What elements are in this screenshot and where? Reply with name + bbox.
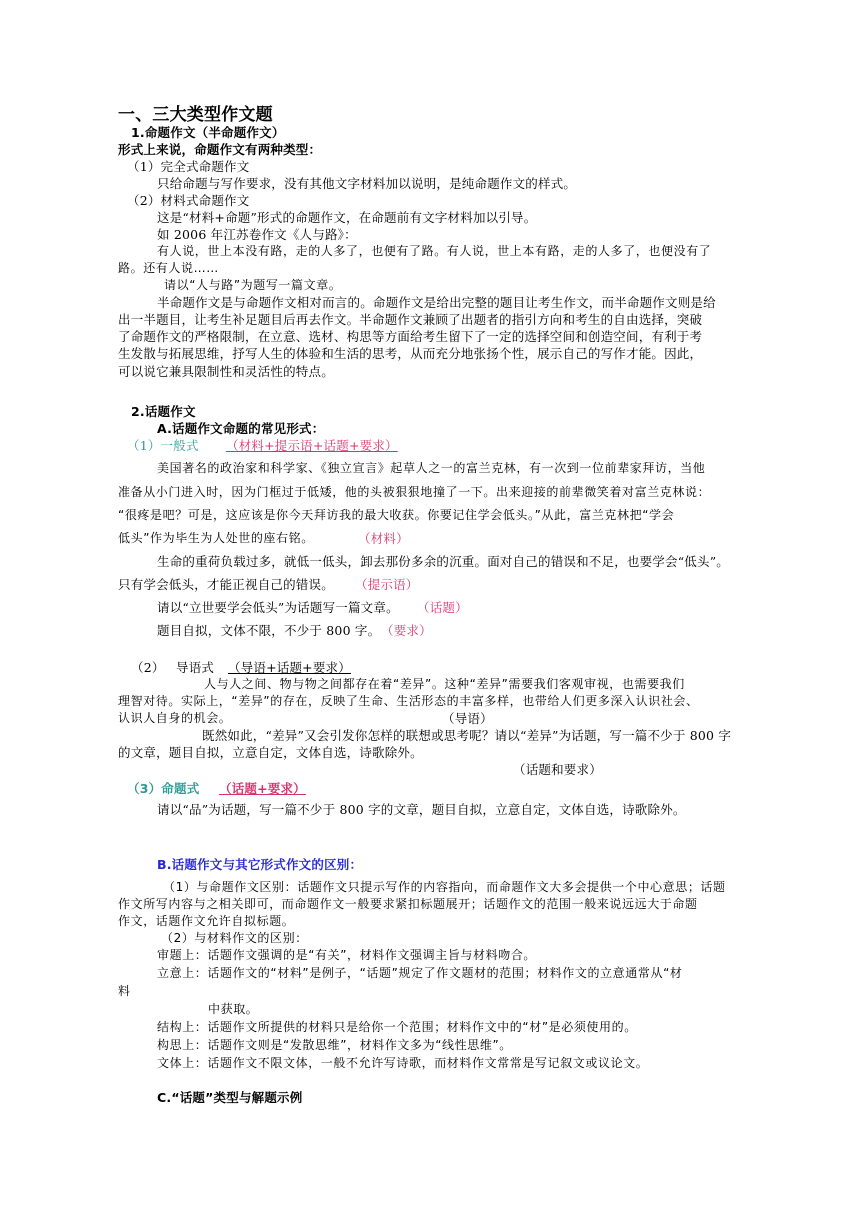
form1-para-line-1: 美国著名的政治家和科学家、《独立宣言》起草人之一的富兰克林，有一次到一位前辈家拜访，当他 [157, 461, 706, 475]
b2-label: （2）与材料作文的区别： [161, 931, 308, 945]
form3-label: （3）命题式 [127, 781, 200, 796]
section1-intro: 形式上来说，命题作文有两种类型： [118, 142, 322, 157]
subsection-a-heading: A.话题作文命题的常见形式： [157, 421, 325, 436]
form1-para-line-3: “很疼是吧？可是，这应该是你今天拜访我的最大收获。你要记住学会低头。”从此，富兰克林把“学会 [118, 508, 675, 522]
tag-hint: （提示语） [355, 577, 419, 592]
form3-formula: （话题+要求） [219, 781, 306, 796]
subsection-c-heading: C.“话题”类型与解题示例 [157, 1090, 303, 1105]
b2-row-intent-line-2: 料 [118, 984, 131, 998]
type1-label: （1）完全式命题作文 [127, 159, 250, 174]
tag-requirement: （要求） [381, 623, 432, 638]
form2-para-line-2: 理智对待。实际上，“差异”的存在，反映了生命、生活形态的丰富多样，也带给人们更多深入认识社会、 [118, 694, 699, 708]
type2-label: （2）材料式命题作文 [127, 193, 250, 208]
type2-desc: 这是“材料+命题”形式的命题作文，在命题前有文字材料加以引导。 [157, 210, 537, 225]
form3-para: 请以“品”为话题，写一篇不少于 800 字的文章，题目自拟，立意自定，文体自选，诗歌除外。 [157, 802, 686, 817]
section2-heading: 2.话题作文 [131, 404, 196, 419]
b2-row-concept: 构思上：话题作文则是“发散思维”，材料作文多为“线性思维”。 [157, 1038, 512, 1052]
tag-topic: （话题） [417, 600, 468, 615]
b2-row-review: 审题上：话题作文强调的是“有关”，材料作文强调主旨与材料吻合。 [157, 948, 537, 962]
form1-para-line-4: 低头”作为毕生为人处世的座右铭。 [118, 531, 314, 545]
form1-para-line-8: 题目自拟，文体不限，不少于 800 字。 [157, 623, 381, 638]
form1-formula: （材料+提示语+话题+要求） [226, 438, 398, 453]
b2-row-style: 文体上：话题作文不限文体，一般不允许写诗歌，而材料作文常常是写记叙文或议论文。 [157, 1056, 649, 1070]
section1-heading: 1.命题作文（半命题作文） [131, 125, 285, 140]
example-intro: 如 2006 年江苏卷作文《人与路》： [157, 227, 357, 242]
semi-para-line-2: 出一半题目，让考生补足题目后再去作文。半命题作文兼顾了出题者的指引方向和考生的自由选择，突破 [118, 312, 703, 327]
form1-para-line-5: 生命的重荷负载过多，就低一低头，卸去那份多余的沉重。面对自己的错误和不足，也要学会“低头”。 [157, 554, 729, 569]
b1-line-1: （1）与命题作文区别：话题作文只提示写作的内容指向，而命题作文大多会提供一个中心意思；话题 [163, 880, 726, 894]
form2-para-line-3: 认识人自身的机会。 [118, 711, 232, 725]
form2-number: （2） [131, 660, 165, 675]
page-title: 一、三大类型作文题 [118, 105, 273, 125]
form1-label: （1）一般式 [127, 438, 199, 453]
form2-para-line-4: 既然如此，“差异”又会引发你怎样的联想或思考呢？请以“差异”为话题，写一篇不少于 800 字 [202, 728, 732, 743]
example-task: 请以“人与路”为题写一篇文章。 [164, 278, 342, 292]
form1-para-line-7: 请以“立世要学会低头”为话题写一篇文章。 [157, 600, 399, 615]
form1-para-line-2: 准备从小门进入时，因为门框过于低矮，他的头被狠狠地撞了一下。出来迎接的前辈微笑着对富兰克林说： [118, 485, 711, 499]
form2-para-line-1: 人与人之间、物与物之间都存在着“差异”。这种“差异”需要我们客观审视，也需要我们 [204, 677, 685, 691]
b2-row-intent-line-1: 立意上：话题作文的“材料”是例子，“话题”规定了作文题材的范围；材料作文的立意通常从“材 [157, 966, 683, 980]
form2-tag-intro: （导语） [442, 711, 493, 726]
type1-desc: 只给命题与写作要求，没有其他文字材料加以说明，是纯命题作文的样式。 [157, 176, 577, 191]
tag-material: （材料） [358, 531, 409, 546]
semi-para-line-5: 可以说它兼具限制性和灵活性的特点。 [118, 364, 334, 379]
subsection-b-heading: B.话题作文与其它形式作文的区别： [157, 857, 363, 872]
b1-line-3: 作文，话题作文允许自拟标题。 [118, 914, 295, 928]
semi-para-line-3: 了命题作文的严格限制，在立意、选材、构思等方面给考生留下了一定的选择空间和创造空间，有利于考 [118, 329, 703, 344]
example-line-1: 有人说，世上本没有路，走的人多了，也便有了路。有人说，世上本有路，走的人多了，也便没有了 [157, 244, 712, 258]
form2-tag-topic-req: （话题和要求） [513, 762, 602, 777]
semi-para-line-4: 生发散与拓展思维，抒写人生的体验和生活的思考，从而充分地张扬个性，展示自己的写作才能。因此， [118, 346, 703, 361]
form1-para-line-6: 只有学会低头，才能正视自己的错误。 [118, 577, 334, 592]
semi-para-line-1: 半命题作文是与命题作文相对而言的。命题作文是给出完整的题目让考生作文，而半命题作文则是给 [157, 295, 716, 310]
b2-row-structure: 结构上：话题作文所提供的材料只是给你一个范围；材料作文中的“材”是必须使用的。 [157, 1020, 637, 1034]
example-line-2: 路。还有人说…… [118, 261, 219, 275]
form2-label: 导语式 [176, 660, 215, 675]
form2-para-line-5: 的文章，题目自拟，立意自定，文体自选，诗歌除外。 [118, 745, 423, 760]
b2-row-intent-line-3: 中获取。 [208, 1002, 259, 1016]
form2-formula: （导语+话题+要求） [228, 660, 351, 675]
b1-line-2: 作文所写内容与之相关即可，而命题作文一般要求紧扣标题展开；话题作文的范围一般来说远远大于命题 [118, 897, 698, 911]
